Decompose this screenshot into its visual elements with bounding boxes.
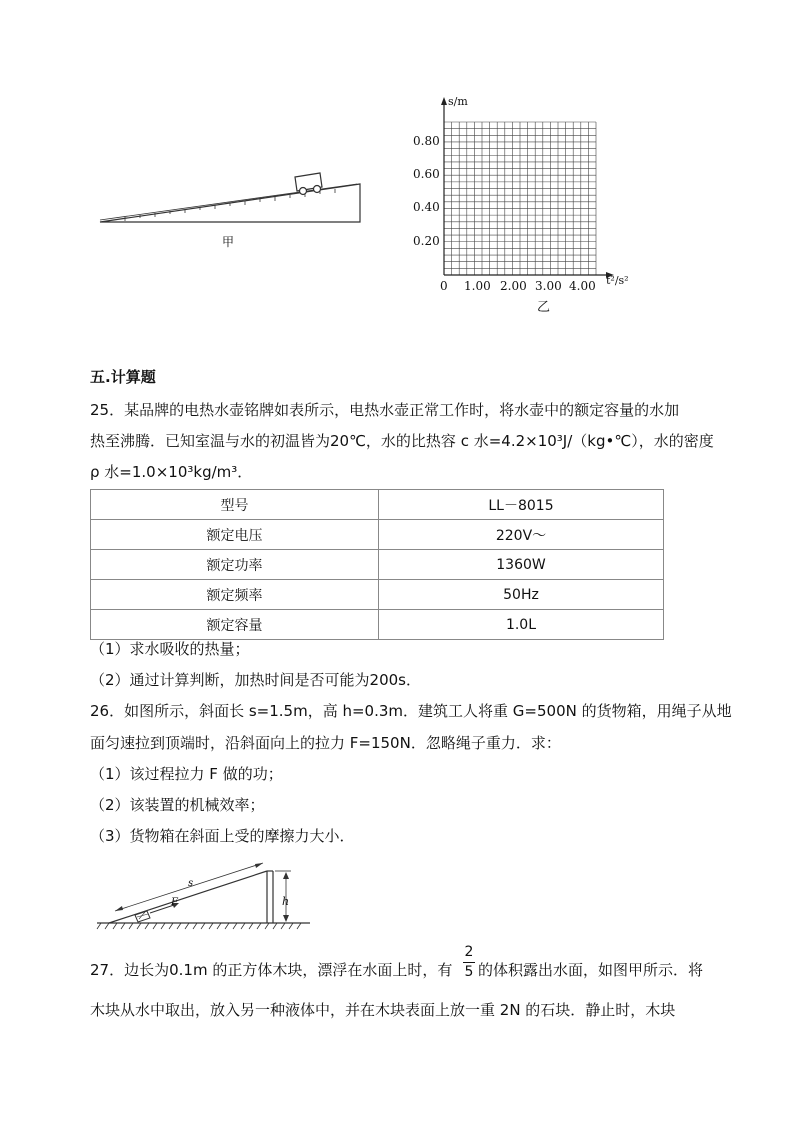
table-key: 额定容量 (91, 610, 379, 640)
table-value: 220V～ (379, 520, 664, 550)
q27-line1-a: 27．边长为0.1m 的正方体木块，漂浮在水面上时，有 (90, 961, 453, 979)
graph-y-label: s/m (448, 95, 468, 108)
graph-xtick-1: 1.00 (464, 279, 491, 293)
graph-caption: 乙 (537, 300, 551, 315)
kettle-spec-table (90, 489, 664, 640)
table-key: 型号 (91, 490, 379, 520)
q26-sub1: （1）该过程拉力 F 做的功； (90, 765, 283, 783)
graph-xtick-2: 2.00 (500, 279, 527, 293)
incline-figure (95, 160, 375, 260)
graph-xtick-3: 3.00 (535, 279, 562, 293)
table-key: 额定频率 (91, 580, 379, 610)
table-row (91, 550, 664, 580)
graph-ytick-060: 0.60 (413, 167, 440, 181)
graph-ytick-040: 0.40 (413, 200, 440, 214)
q25-sub1: （1）求水吸收的热量； (90, 640, 250, 658)
graph-ytick-020: 0.20 (413, 234, 440, 248)
crate-icon (135, 911, 150, 922)
q26-line2: 面匀速拉到顶端时，沿斜面向上的拉力 F=150N．忽略绳子重力．求： (90, 734, 561, 752)
ramp-label-F: F (171, 897, 178, 908)
q27-line1-b: 的体积露出水面，如图甲所示．将 (478, 961, 704, 979)
q27-fraction-num: 2 (464, 944, 474, 960)
q26-sub2: （2）该装置的机械效率； (90, 796, 265, 814)
table-key: 额定电压 (91, 520, 379, 550)
table-value: 1360W (379, 550, 664, 580)
q25-line1: 25．某品牌的电热水壶铭牌如表所示，电热水壶正常工作时，将水壶中的额定容量的水加 (90, 401, 680, 419)
table-row (91, 520, 664, 550)
table-row (91, 490, 664, 520)
table-value: LL－8015 (379, 490, 664, 520)
q25-line2: 热至沸腾．已知室温与水的初温皆为20℃，水的比热容 c 水=4.2×10³J/（kg•℃），水的密度 (90, 432, 714, 450)
graph-origin: 0 (440, 279, 448, 293)
table-key: 额定功率 (91, 550, 379, 580)
table-value: 50Hz (379, 580, 664, 610)
ramp-label-h: h (282, 895, 290, 908)
table-row (91, 610, 664, 640)
graph-ytick-080: 0.80 (413, 134, 440, 148)
q25-sub2: （2）通过计算判断，加热时间是否可能为200s． (90, 671, 421, 689)
q27-fraction-bar (463, 962, 475, 963)
table-value: 1.0L (379, 610, 664, 640)
q27-fraction-den: 5 (464, 964, 474, 980)
ramp-label-s: s (188, 878, 194, 889)
q26-line1: 26．如图所示，斜面长 s=1.5m，高 h=0.3m．建筑工人将重 G=500N 的货物箱，用绳子从地 (90, 702, 732, 720)
incline-caption: 甲 (222, 235, 235, 249)
q27-line2: 木块从水中取出，放入另一种液体中，并在木块表面上放一重 2N 的石块．静止时，木块 (90, 1001, 676, 1019)
table-row (91, 580, 664, 610)
q26-sub3: （3）货物箱在斜面上受的摩擦力大小． (90, 827, 355, 845)
q25-line3: ρ 水=1.0×10³kg/m³． (90, 463, 253, 481)
graph-xtick-4: 4.00 (569, 279, 596, 293)
graph-x-label: t²/s² (606, 274, 629, 287)
section-title: 五.计算题 (90, 368, 156, 386)
